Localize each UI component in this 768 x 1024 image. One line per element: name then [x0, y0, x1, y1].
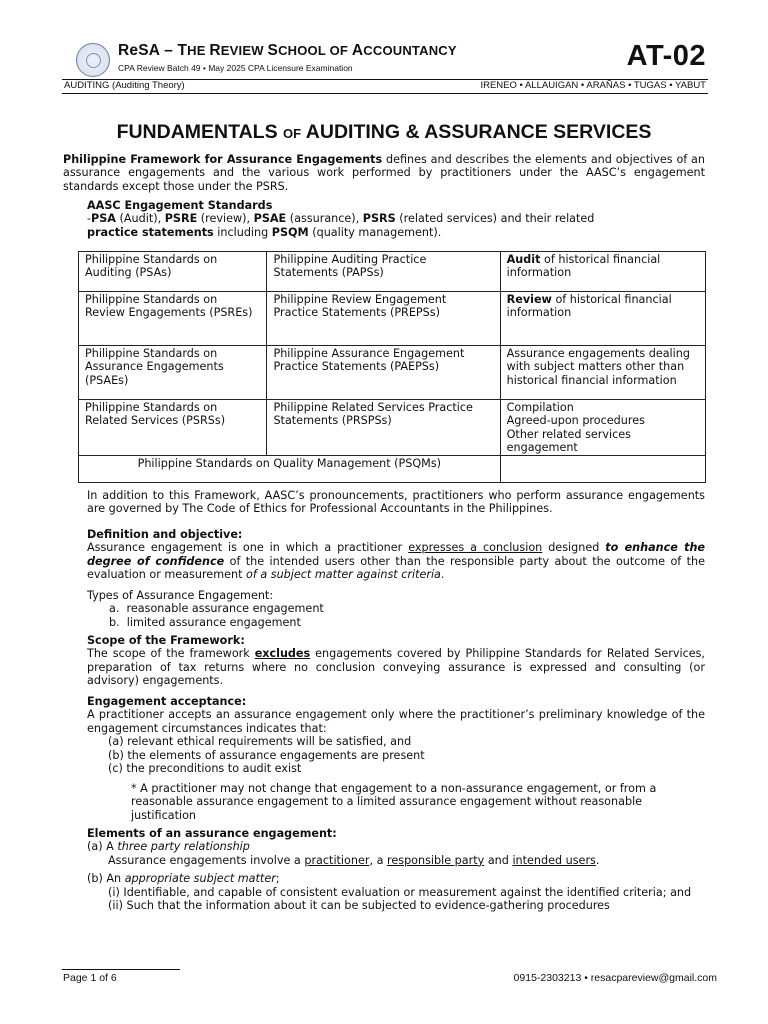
aasc-standards — [87, 199, 707, 239]
footer-rule — [62, 969, 180, 970]
elements-heading: Elements of an assurance engagement: — [87, 827, 337, 840]
contact-info: 0915-2303213 • resacpareview@gmail.com — [513, 972, 717, 984]
list-item: (a) relevant ethical requirements will be satisfied, and — [108, 735, 412, 749]
definition-text: Assurance engagement is one in which a practitioner expresses a conclusion designed to enhance the degree of confidence of the intended users other than the responsible party about the outcome of the evaluation or measurement of a subject matter against criteria. — [87, 541, 705, 582]
scope-heading: Scope of the Framework: — [87, 634, 245, 647]
list-item: (b) the elements of assurance engagements are present — [108, 748, 425, 762]
page-title: FUNDAMENTALS OF AUDITING & ASSURANCE SERVICES — [116, 121, 652, 143]
table-row: Philippine Standards on Related Services (PSRSs) Philippine Related Services Practice Statements (PRSPSs) Compilation Agreed-upon procedures Other related services engagement — [79, 400, 706, 456]
types-section — [87, 589, 705, 629]
batch-info: CPA Review Batch 49 • May 2025 CPA Licensure Examination — [118, 63, 353, 73]
acceptance-section — [87, 695, 705, 775]
scope-text: The scope of the framework excludes engagements covered by Philippine Standards for Related Services, preparation of tax returns where no conclusion conveying assurance is expressed and consulting (or advisory) engagements. — [87, 647, 705, 688]
elements-section — [87, 827, 705, 912]
element-b-i: (i) Identifiable, and capable of consistent evaluation or measurement against the identified criteria; and — [108, 885, 692, 899]
header-rule-bottom — [62, 93, 708, 94]
element-b: (b) An appropriate subject matter; — [87, 872, 280, 886]
standards-table — [78, 251, 706, 483]
table-row: Philippine Standards on Quality Management (PSQMs) — [79, 455, 706, 482]
addition-paragraph: In addition to this Framework, AASC’s pronouncements, practitioners who perform assurance engagements are governed by The Code of Ethics for Professional Accountants in the Philippines. — [87, 489, 705, 516]
definition-section — [87, 528, 705, 582]
element-a: (a) A three party relationship — [87, 840, 250, 854]
acceptance-heading: Engagement acceptance: — [87, 695, 247, 708]
aasc-line-2: practice statements including PSQM (quality management). — [87, 225, 442, 239]
resa-logo — [76, 43, 110, 77]
element-a-description: Assurance engagements involve a practitioner, a responsible party and intended users. — [108, 853, 600, 867]
acceptance-note: * A practitioner may not change that engagement to a non-assurance engagement, or from a reasonable assurance engagement to a limited assurance engagement without reasonable justification — [131, 782, 657, 822]
school-full-name: THE REVIEW SCHOOL OF ACCOUNTANCY — [177, 42, 457, 59]
aasc-heading: AASC Engagement Standards — [87, 199, 273, 212]
brand-name: ReSA — [118, 42, 160, 59]
definition-heading: Definition and objective: — [87, 528, 243, 541]
types-heading: Types of Assurance Engagement: — [87, 589, 274, 602]
instructors-list: IRENEO • ALLAUIGAN • ARAÑAS • TUGAS • YABUT — [480, 80, 706, 91]
subject-label: AUDITING (Auditing Theory) — [64, 80, 185, 91]
scope-section — [87, 634, 705, 688]
table-row: Philippine Standards on Review Engagements (PSREs) Philippine Review Engagement Practice Statements (PREPSs) Review of historical financial information — [79, 292, 706, 346]
table-row: Philippine Standards on Assurance Engagements (PSAEs) Philippine Assurance Engagement Practice Statements (PAEPSs) Assurance engagements dealing with subject matters other than historical financial information — [79, 346, 706, 400]
list-item: (c) the preconditions to audit exist — [108, 762, 302, 776]
intro-paragraph: Philippine Framework for Assurance Engagements defines and describes the elements and objectives of an assurance engagements and the various work performed by practitioners under the AASC’s engagement standards except those under the PSRS. — [63, 153, 705, 193]
list-item: a. reasonable assurance engagement — [109, 602, 324, 616]
aasc-line-1: -PSA (Audit), PSRE (review), PSAE (assurance), PSRS (related services) and their related — [87, 212, 595, 226]
list-item: b. limited assurance engagement — [109, 615, 301, 629]
page-number: Page 1 of 6 — [63, 972, 117, 984]
school-name: ReSA – THE REVIEW SCHOOL OF ACCOUNTANCY — [118, 42, 457, 59]
element-b-ii: (ii) Such that the information about it can be subjected to evidence-gathering procedures — [108, 899, 610, 913]
acceptance-text: A practitioner accepts an assurance engagement only where the practitioner’s preliminary knowledge of the engagement circumstances indicates that: — [87, 708, 705, 735]
document-code: AT-02 — [626, 40, 706, 72]
table-row: Philippine Standards on Auditing (PSAs) Philippine Auditing Practice Statements (PAPSs) Audit of historical financial information — [79, 252, 706, 292]
